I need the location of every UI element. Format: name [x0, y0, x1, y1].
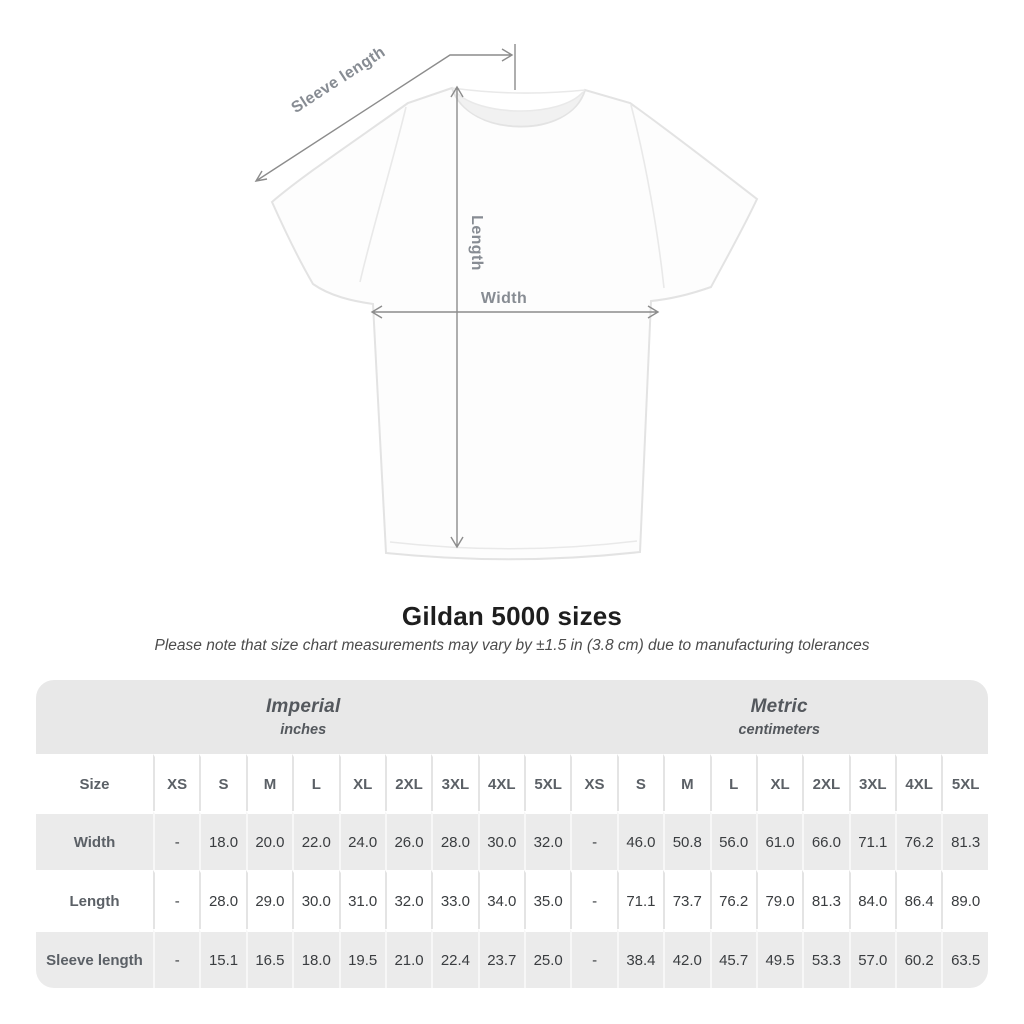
table-cell: 21.0 — [385, 929, 431, 988]
table-cell: - — [153, 811, 199, 870]
table-cell: 53.3 — [802, 929, 848, 988]
table-cell: 32.0 — [524, 811, 570, 870]
tshirt-body — [272, 88, 757, 559]
table-cell: - — [570, 929, 616, 988]
table-cell: 24.0 — [339, 811, 385, 870]
table-cell: 28.0 — [431, 811, 477, 870]
collar-back-edge — [452, 88, 585, 93]
table-cell: 76.2 — [710, 870, 756, 929]
size-header: S — [617, 754, 663, 811]
table-cell: 84.0 — [849, 870, 895, 929]
table-cell: 42.0 — [663, 929, 709, 988]
metric-header — [570, 680, 988, 754]
tolerance-note: Please note that size chart measurements may vary by ±1.5 in (3.8 cm) due to manufacturing tolerances — [154, 637, 870, 654]
row-label: Sleeve length — [36, 929, 153, 988]
table-cell: 46.0 — [617, 811, 663, 870]
size-header: M — [246, 754, 292, 811]
table-cell: 22.4 — [431, 929, 477, 988]
table-cell: 18.0 — [292, 929, 338, 988]
size-header: 4XL — [478, 754, 524, 811]
table-cell: 25.0 — [524, 929, 570, 988]
table-row-length — [36, 870, 988, 929]
table-cell: - — [570, 811, 616, 870]
table-cell: 30.0 — [292, 870, 338, 929]
table-cell: 20.0 — [246, 811, 292, 870]
size-header: 5XL — [941, 754, 988, 811]
size-header: 3XL — [431, 754, 477, 811]
table-cell: 79.0 — [756, 870, 802, 929]
table-cell: - — [153, 870, 199, 929]
table-cell: 63.5 — [941, 929, 988, 988]
size-header: M — [663, 754, 709, 811]
table-cell: 16.5 — [246, 929, 292, 988]
table-cell: 35.0 — [524, 870, 570, 929]
size-header: XS — [570, 754, 616, 811]
size-header: 5XL — [524, 754, 570, 811]
metric-subtitle: centimeters — [738, 722, 820, 738]
row-label: Width — [36, 811, 153, 870]
table-cell: 15.1 — [199, 929, 245, 988]
size-chart-table — [36, 680, 988, 988]
table-cell: 71.1 — [617, 870, 663, 929]
table-cell: 60.2 — [895, 929, 941, 988]
table-cell: 50.8 — [663, 811, 709, 870]
table-cell: 22.0 — [292, 811, 338, 870]
size-header: L — [710, 754, 756, 811]
table-cell: 61.0 — [756, 811, 802, 870]
imperial-title: Imperial — [265, 696, 341, 717]
table-cell: 71.1 — [849, 811, 895, 870]
length-label: Length — [468, 215, 485, 271]
table-cell: 28.0 — [199, 870, 245, 929]
size-col-header: Size — [36, 754, 153, 811]
size-header: XL — [339, 754, 385, 811]
size-header: L — [292, 754, 338, 811]
table-cell: 19.5 — [339, 929, 385, 988]
size-header: S — [199, 754, 245, 811]
size-chart — [36, 680, 988, 988]
size-header: 3XL — [849, 754, 895, 811]
table-cell: 73.7 — [663, 870, 709, 929]
table-cell: 33.0 — [431, 870, 477, 929]
table-row-width — [36, 811, 988, 870]
table-cell: 76.2 — [895, 811, 941, 870]
width-label: Width — [480, 290, 528, 307]
size-header: 4XL — [895, 754, 941, 811]
table-cell: 89.0 — [941, 870, 988, 929]
metric-title: Metric — [750, 696, 808, 717]
table-cell: 18.0 — [199, 811, 245, 870]
size-header: XL — [756, 754, 802, 811]
size-header: 2XL — [385, 754, 431, 811]
table-cell: 23.7 — [478, 929, 524, 988]
table-cell: 29.0 — [246, 870, 292, 929]
table-cell: 32.0 — [385, 870, 431, 929]
imperial-header — [36, 680, 570, 754]
table-row-sleeve-length — [36, 929, 988, 988]
row-label: Length — [36, 870, 153, 929]
table-cell: 45.7 — [710, 929, 756, 988]
table-cell: 81.3 — [941, 811, 988, 870]
sleeve-length-label: Sleeve length — [288, 43, 389, 117]
tshirt-illustration — [272, 88, 757, 559]
table-cell: 34.0 — [478, 870, 524, 929]
table-cell: 57.0 — [849, 929, 895, 988]
size-header-row — [36, 754, 988, 811]
table-cell: 31.0 — [339, 870, 385, 929]
table-cell: 49.5 — [756, 929, 802, 988]
unit-header-row — [36, 680, 988, 754]
page-title: Gildan 5000 sizes — [401, 601, 623, 631]
table-cell: - — [153, 929, 199, 988]
table-cell: 86.4 — [895, 870, 941, 929]
table-cell: 56.0 — [710, 811, 756, 870]
table-cell: 66.0 — [802, 811, 848, 870]
table-cell: 81.3 — [802, 870, 848, 929]
table-cell: 30.0 — [478, 811, 524, 870]
table-cell: 26.0 — [385, 811, 431, 870]
size-header: XS — [153, 754, 199, 811]
imperial-subtitle: inches — [280, 722, 327, 738]
table-cell: 38.4 — [617, 929, 663, 988]
size-header: 2XL — [802, 754, 848, 811]
table-cell: - — [570, 870, 616, 929]
